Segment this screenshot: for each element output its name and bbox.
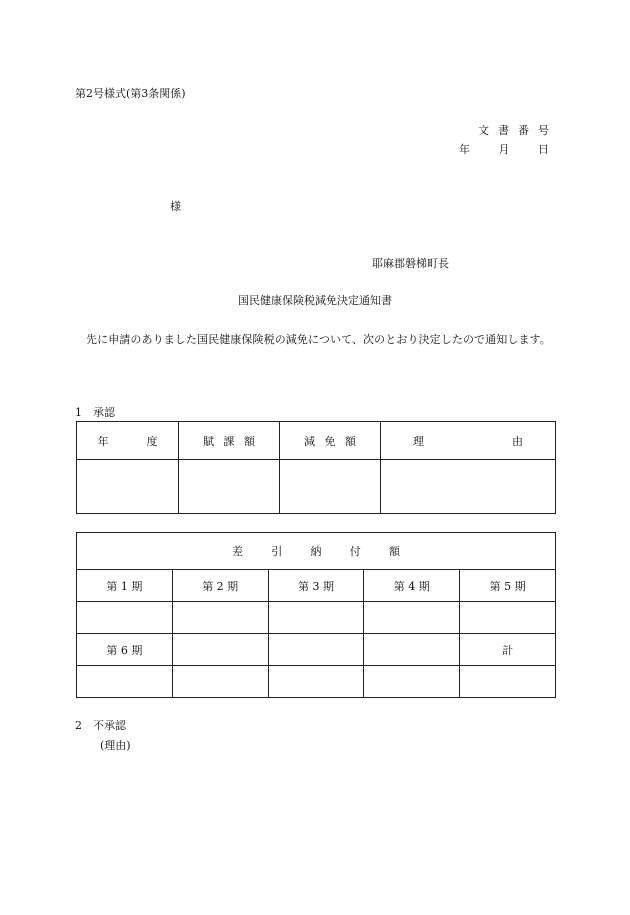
date-year-label: 年 <box>459 143 470 156</box>
date-day-label: 日 <box>538 143 549 156</box>
col-fiscal-year: 年 度 <box>77 422 179 460</box>
reason-cell[interactable] <box>381 460 556 514</box>
blank-value-cell[interactable] <box>172 666 268 698</box>
deduction-title: 差 引 納 付 額 <box>77 533 556 570</box>
period-1-label: 第 1 期 <box>77 570 173 602</box>
deduction-title-row <box>77 533 556 570</box>
date-line <box>459 143 549 156</box>
col-reason: 理 由 <box>381 422 556 460</box>
approval-header-row <box>77 422 556 460</box>
blank-value-cell[interactable] <box>364 666 460 698</box>
approval-entry-row <box>77 460 556 514</box>
period-4-value[interactable] <box>364 602 460 634</box>
rejection-reason-label: (理由) <box>100 739 131 752</box>
period-header-row-2 <box>77 634 556 666</box>
document-number-label: 文書番号 <box>478 124 558 137</box>
fiscal-year-cell[interactable] <box>77 460 179 514</box>
notice-body: 先に申請のありました国民健康保険税の減免について、次のとおり決定したので通知します。 <box>86 333 551 346</box>
period-4-label: 第 4 期 <box>364 570 460 602</box>
period-header-row-1 <box>77 570 556 602</box>
section-approval-heading: 1 承認 <box>75 406 115 419</box>
period-value-row-2 <box>77 666 556 698</box>
period-3-label: 第 3 期 <box>268 570 364 602</box>
issuer-name: 耶麻郡磐梯町長 <box>372 257 449 270</box>
period-6-label: 第 6 期 <box>77 634 173 666</box>
addressee-honorific: 様 <box>170 200 181 213</box>
blank-header-cell <box>364 634 460 666</box>
approval-table <box>76 421 556 514</box>
period-2-label: 第 2 期 <box>172 570 268 602</box>
form-label: 第2号様式(第3条関係) <box>75 87 186 100</box>
blank-header-cell <box>268 634 364 666</box>
notice-title: 国民健康保険税減免決定通知書 <box>238 294 392 307</box>
total-value[interactable] <box>460 666 556 698</box>
col-reduction-amount: 減 免 額 <box>280 422 381 460</box>
period-2-value[interactable] <box>172 602 268 634</box>
period-1-value[interactable] <box>77 602 173 634</box>
period-3-value[interactable] <box>268 602 364 634</box>
period-value-row-1 <box>77 602 556 634</box>
date-month-label: 月 <box>498 143 510 156</box>
deduction-payment-table <box>76 532 556 698</box>
reduction-amount-cell[interactable] <box>280 460 381 514</box>
blank-header-cell <box>172 634 268 666</box>
period-6-value[interactable] <box>77 666 173 698</box>
section-rejection-heading: 2 不承認 <box>75 719 126 732</box>
period-5-label: 第 5 期 <box>460 570 556 602</box>
assessed-amount-cell[interactable] <box>179 460 280 514</box>
col-assessed-amount: 賦 課 額 <box>179 422 280 460</box>
blank-value-cell[interactable] <box>268 666 364 698</box>
period-5-value[interactable] <box>460 602 556 634</box>
total-label: 計 <box>460 634 556 666</box>
